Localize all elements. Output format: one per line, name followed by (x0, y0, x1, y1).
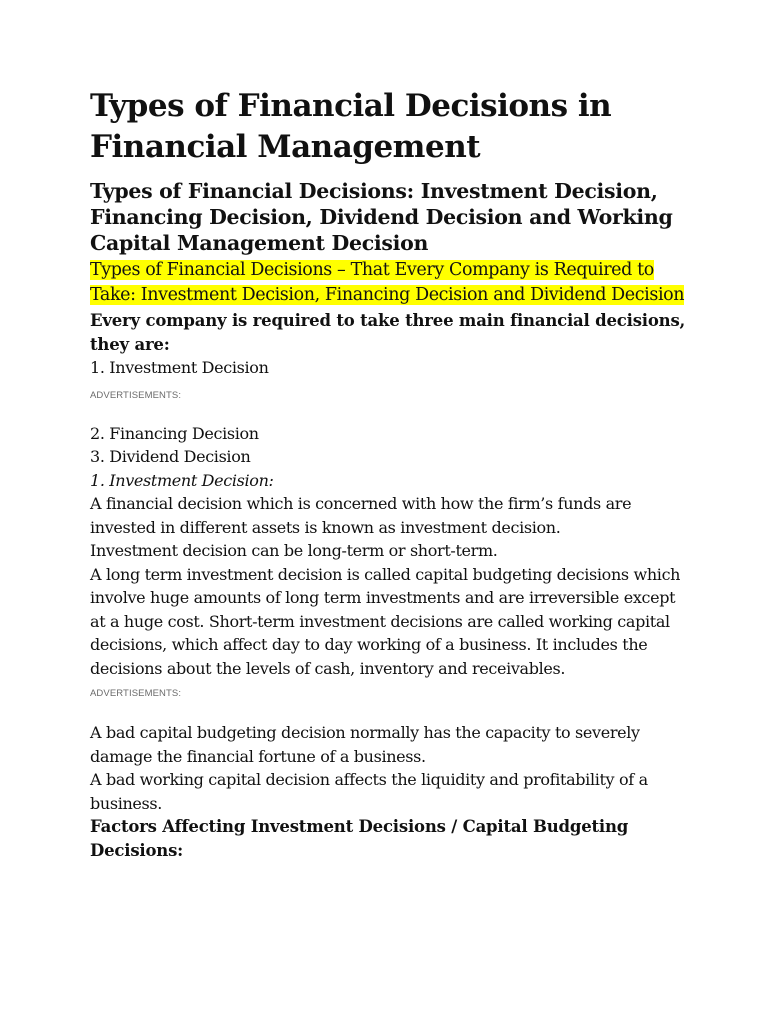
list-item-financing: 2. Financing Decision (90, 423, 259, 443)
advertisement-label: ADVERTISEMENTS: (90, 688, 182, 699)
section-heading-investment: 1. Investment Decision: (90, 470, 274, 490)
page-title: Types of Financial Decisions in Financial Management (90, 88, 612, 165)
paragraph: Investment decision can be long-term or short-term. (90, 541, 498, 560)
highlighted-heading (90, 258, 690, 307)
article (90, 86, 690, 862)
advertisement-label: ADVERTISEMENTS: (90, 389, 182, 401)
list-item-investment: 1. Investment Decision (90, 358, 269, 377)
paragraph: A long term investment decision is called capital budgeting decisions which involve huge amounts of long term investments and are irreversible except at a huge cost. Short-term investment decisions are called working capital decisions, which affect day to day working of a business. It includes the decisions about the levels of cash, inventory and receivables. (90, 564, 681, 678)
factors-heading: Factors Affecting Investment Decisions / Capital Budgeting Decisions: (90, 817, 629, 860)
list-item-dividend: 3. Dividend Decision (90, 447, 251, 466)
page-subtitle: Types of Financial Decisions: Investment Decision, Financing Decision, Dividend Decision and Working Capital Management Decision (90, 179, 673, 255)
intro-text: Every company is required to take three main financial decisions, they are: (90, 311, 686, 354)
paragraph: A bad working capital decision affects the liquidity and profitability of a business. (90, 770, 648, 813)
highlighted-heading-text: Types of Financial Decisions – That Every Company is Required to Take: Investment Decision, Financing Decision and Dividend Decision (90, 260, 685, 305)
paragraph: A bad capital budgeting decision normally has the capacity to severely damage the financial fortune of a business. (90, 723, 640, 766)
paragraph: A financial decision which is concerned with how the firm’s funds are invested in different assets is known as investment decision. (90, 494, 632, 537)
